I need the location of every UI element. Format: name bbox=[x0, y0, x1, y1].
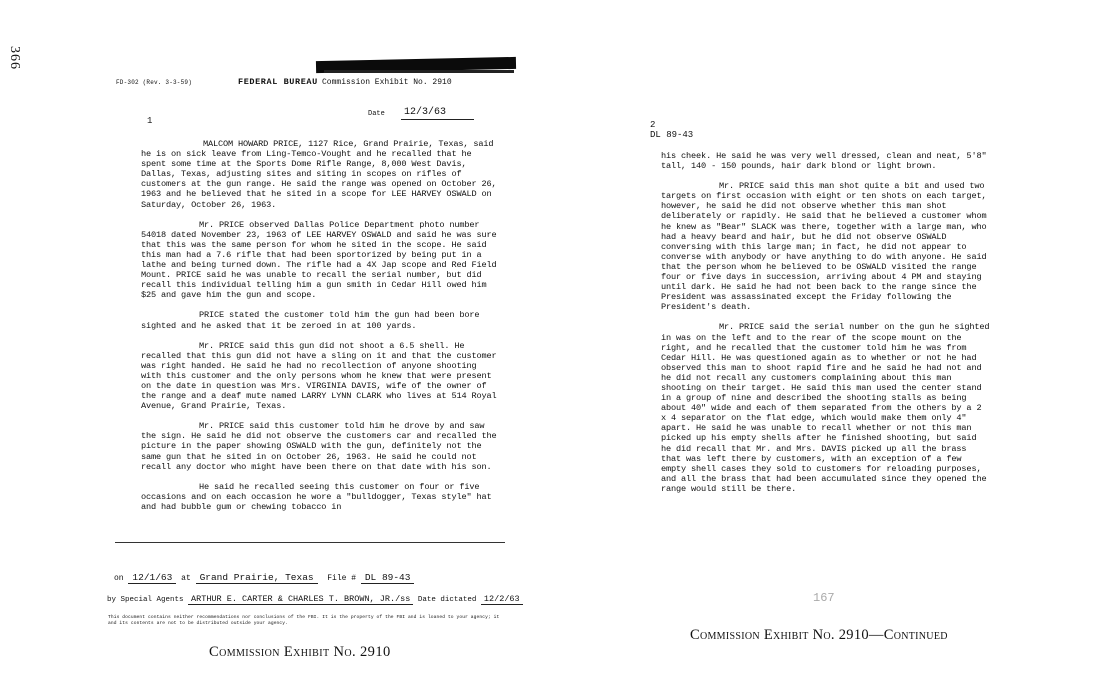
form-number: FD-302 (Rev. 3-3-59) bbox=[116, 79, 193, 86]
date-underline bbox=[401, 119, 474, 120]
file-label: File # bbox=[327, 574, 357, 583]
date-label: Date bbox=[368, 110, 385, 118]
paragraph: his cheek. He said he was very well dressed, clean and neat, 5'8" tall, 140 - 150 pounds, hair dark blond or light brown. bbox=[661, 151, 987, 172]
at-label: at bbox=[181, 574, 191, 583]
date-dictated-label: Date dictated bbox=[417, 596, 477, 604]
right-page-header bbox=[650, 120, 693, 140]
right-page-body bbox=[661, 151, 991, 504]
agents: ARTHUR E. CARTER & CHARLES T. BROWN, JR./ss bbox=[188, 594, 413, 605]
paragraph: Mr. PRICE said the serial number on the gun he sighted in was on the left and to the rear of the scope mount on the right, and he recalled that the customer told him he was from Cedar Hill. He was questioned again as to whether or not he had observed this man to shoot rapid fire and he said he had not and he did not recall any customers complaining about this man shooting on their target. He said this man used the center stand in a group of nine and described the shooting stalls as being about 40" wide and each of them separated from the others by a 2 x 4 separator on the flat edge, which would make them only 4" apart. He said he was unable to recall whether or not this man picked up his empty shells after he finished shooting, but said he did recall that Mr. and Mrs. DAVIS picked up all the brass that was left there by customers, with an exception of a few empty shell cases they sold to customers for reloading purposes, and all the brass that had been accumulated since they opened the range would still be there. bbox=[661, 322, 990, 494]
interview-place: Grand Prairie, Texas bbox=[196, 572, 318, 584]
file-number: DL 89-43 bbox=[361, 572, 415, 584]
footer-agents-line bbox=[107, 594, 523, 605]
interview-date: 12/1/63 bbox=[128, 572, 176, 584]
paragraph: Mr. PRICE said this customer told him he drove by and saw the sign. He said he did not observe the customers car and recalled the picture in the paper showing OSWALD with the gun, definitely not the same gun that he sited in on October 26, 1963. He said he could not recall any doctor who might have been there on that date with his son. bbox=[141, 421, 497, 472]
by-label: by Special Agents bbox=[107, 596, 184, 604]
right-caption: Commission Exhibit No. 2910—Continued bbox=[690, 627, 948, 643]
file-reference: DL 89-43 bbox=[650, 130, 694, 140]
date-dictated: 12/2/63 bbox=[481, 594, 523, 605]
exhibit-header: Commission Exhibit No. 2910 bbox=[322, 78, 452, 87]
paragraph: Mr. PRICE observed Dallas Police Department photo number 54018 dated November 23, 1963 of LEE HARVEY OSWALD and said he was sure that this was the same person for whom he sited in the scope. He said this man had a 7.6 rifle that had been sportorized by being put in a lathe and being turned down. The rifle had a 4X Jap scope and Red Field Mount. PRICE said he was unable to recall the serial number, but did recall this individual telling him a gun smith in Cedar Hill owed him $25 and gave him the gun and scope. bbox=[141, 219, 497, 301]
left-page-number: 1 bbox=[147, 116, 153, 126]
on-label: on bbox=[114, 574, 124, 583]
paragraph: Mr. PRICE said this gun did not shoot a 6.5 shell. He recalled that this gun did not have a sling on it and that the customer was right handed. He said he had no recollection of anyone shooting with this customer and the only persons whom he knew that were present on the date in question was Mrs. VIRGINIA DAVIS, wife of the owner of the range and a deaf mute named LARRY LYNN CLARK who lives at 514 Royal Avenue, Grand Prairie, Texas. bbox=[141, 340, 497, 412]
right-page-number: 2 bbox=[650, 120, 656, 130]
date-row bbox=[368, 107, 447, 118]
faint-stamp: 167 bbox=[813, 591, 835, 605]
paragraph: PRICE stated the customer told him the gun had been bore sighted and he asked that it be zeroed in at 100 yards. bbox=[141, 310, 480, 331]
bottom-rule bbox=[115, 542, 505, 543]
footer-interview-line bbox=[114, 572, 414, 584]
paragraph: He said he recalled seeing this customer on four or five occasions and on each occasion he wore a "bulldogger, Texas style" hat and had bubble gum or chewing tobacco in bbox=[141, 481, 492, 512]
redaction-bar-underline bbox=[324, 70, 514, 73]
paragraph: MALCOM HOWARD PRICE, 1127 Rice, Grand Prairie, Texas, said he is on sick leave from Ling-Temco-Vought and he recalled that he spent some time at the Sports Dome Rifle Range, 8,000 West Davis, Dallas, Texas, adjusting sites and siting in scopes on rifles of customers at the gun range. He said the range was opened on October 26, 1963 and he believed that he sited in a scope for LEE HARVEY OSWALD on Saturday, October 26, 1963. bbox=[141, 139, 497, 210]
left-caption: Commission Exhibit No. 2910 bbox=[209, 644, 391, 660]
page-number: 366 bbox=[7, 46, 22, 70]
disclaimer: This document contains neither recommendations nor conclusions of the FBI. It is the property of the FBI and is loaned to your agency; it and its contents are not to be distributed outside your agency. bbox=[108, 615, 500, 626]
left-page-body bbox=[141, 139, 501, 522]
bureau-label: FEDERAL BUREAU bbox=[238, 77, 318, 87]
date-value: 12/3/63 bbox=[404, 107, 447, 118]
paragraph: Mr. PRICE said this man shot quite a bit and used two targets on first occasion with eight or ten shots on each target, however, he said he did not observe whether this man shot deliberately or rapidly. He said that he believed a customer whom he knew as "Bear" SLACK was there, together with a large man, who had a heavy beard and hair, but he did not observe OSWALD conversing with this large man; in fact, he did not appear to converse with anybody or have anything to do with anyone. He said that the person whom he believed to be OSWALD visited the range four or five days in succession, arriving about 4 PM and staying until dark. He said he had not been back to the range since the President was assassinated except the Friday following the President's death. bbox=[661, 181, 987, 313]
